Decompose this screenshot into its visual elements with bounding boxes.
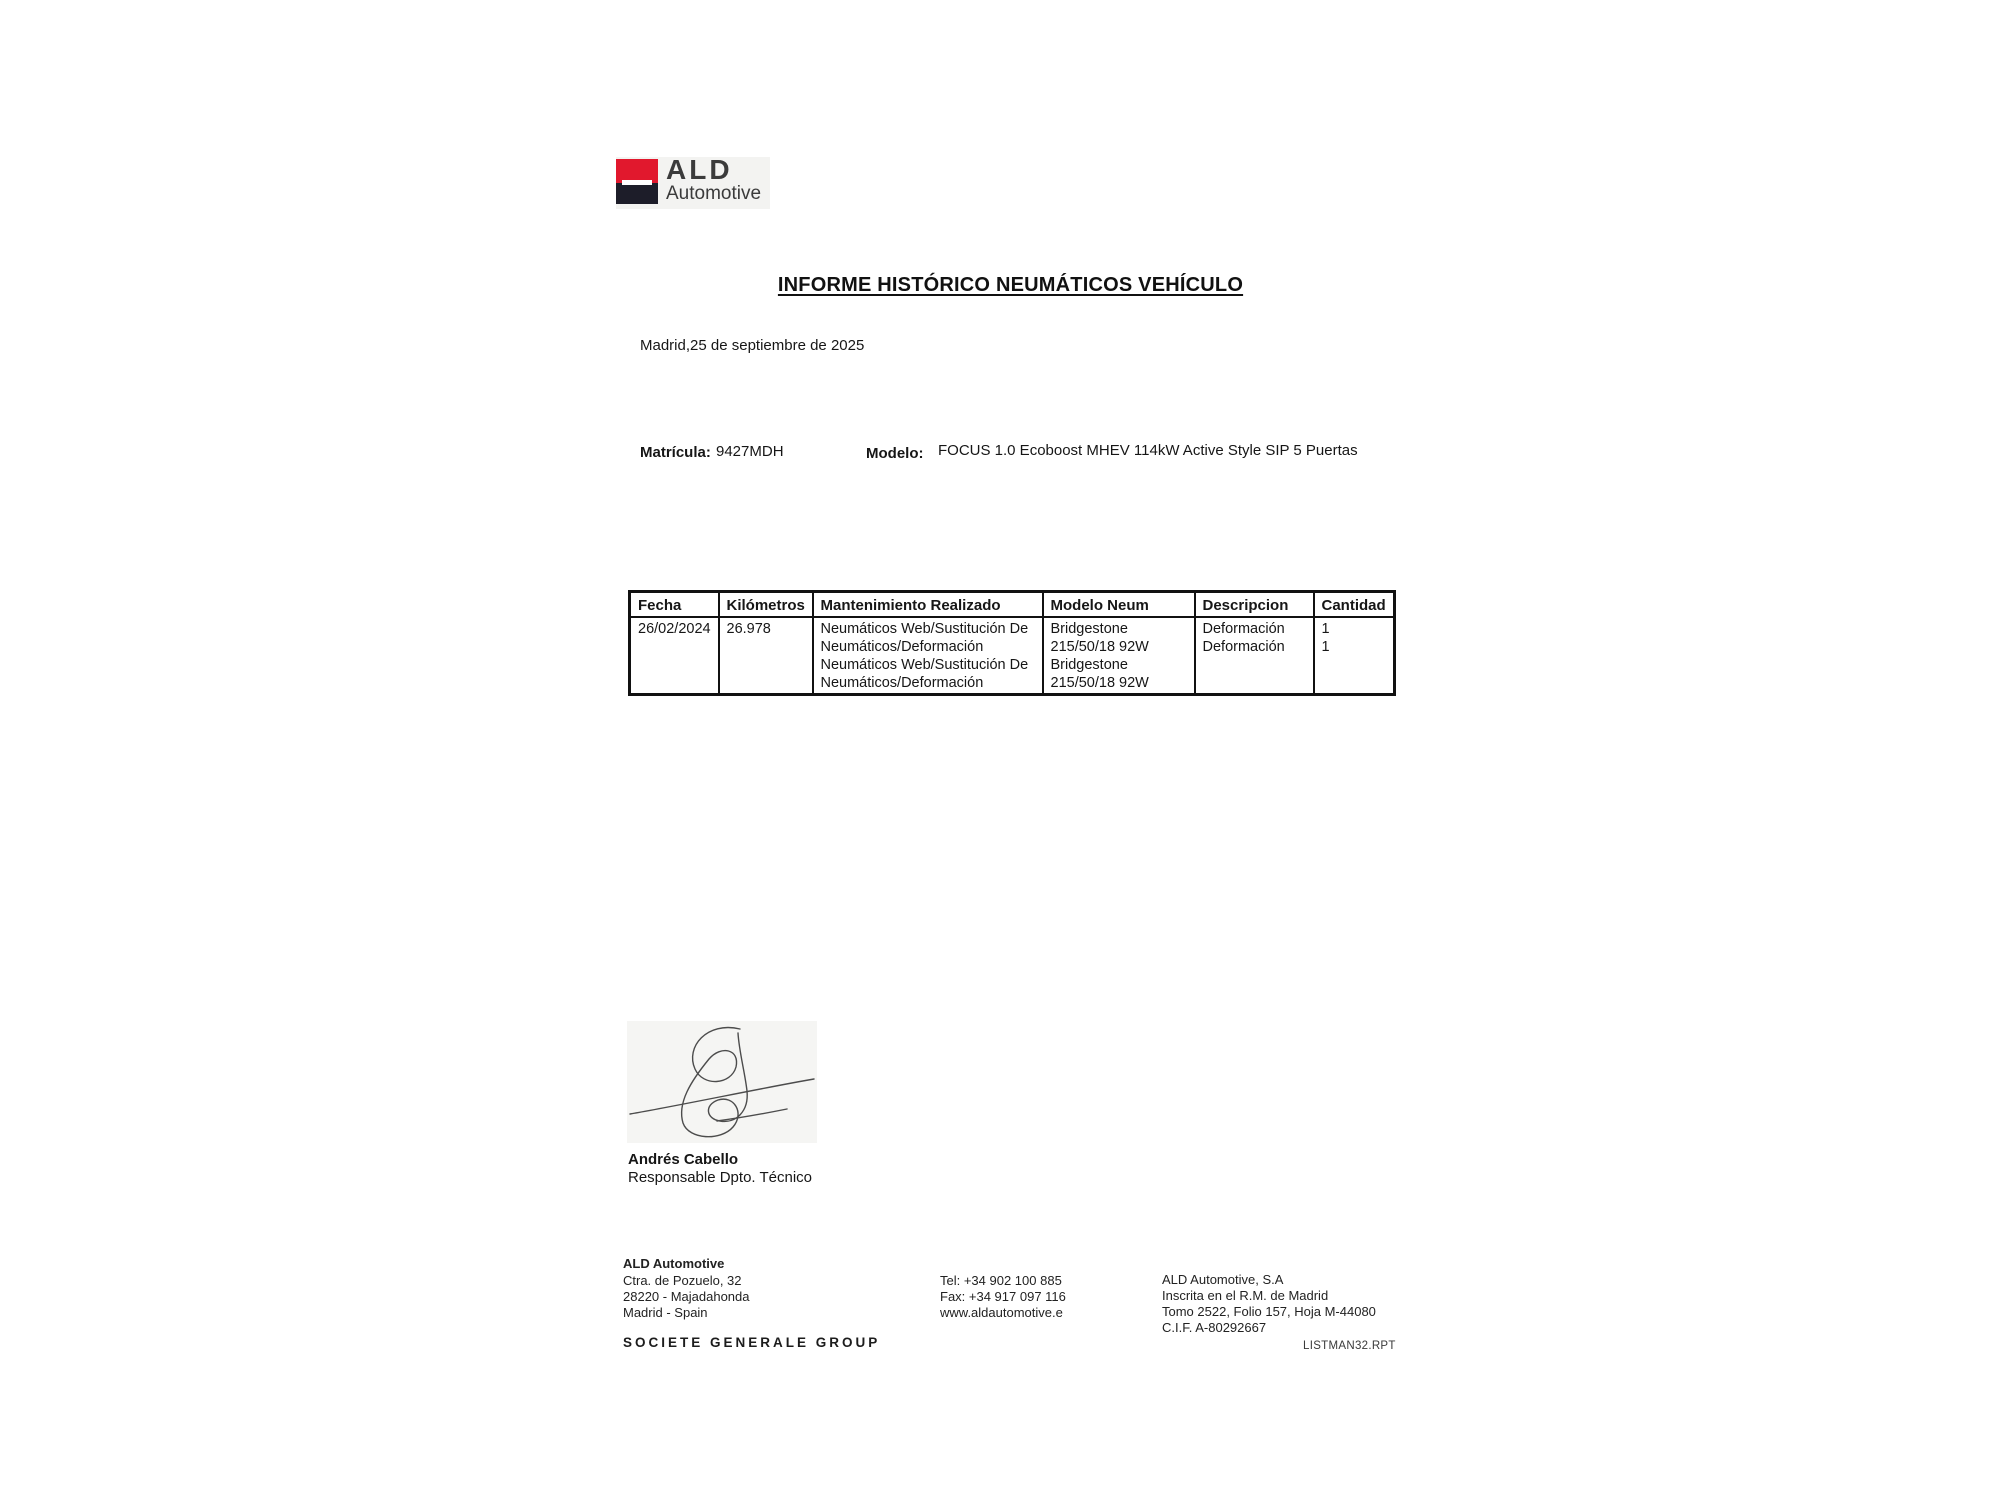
footer-website: www.aldautomotive.e [940, 1305, 1063, 1320]
footer-company: ALD Automotive [623, 1256, 725, 1271]
tyre-history-table [628, 590, 1396, 696]
modelo-neum-line: 215/50/18 92W [1050, 639, 1149, 655]
footer-telephone: Tel: +34 902 100 885 [940, 1273, 1062, 1288]
modelo-value: FOCUS 1.0 Ecoboost MHEV 114kW Active Style SIP 5 Puertas [938, 442, 1358, 459]
dateline: Madrid,25 de septiembre de 2025 [640, 337, 865, 354]
cantidad-line: 1 [1321, 621, 1330, 637]
cell-modelo-neum [1043, 617, 1195, 695]
footer-legal-line: ALD Automotive, S.A [1162, 1272, 1284, 1287]
matricula-value: 9427MDH [716, 443, 784, 460]
footer-legal-line: C.I.F. A-80292667 [1162, 1320, 1267, 1335]
col-header-mantenimiento: Mantenimiento Realizado [813, 592, 1043, 618]
matricula-label: Matrícula: [640, 444, 711, 461]
footer-address-line: 28220 - Majadahonda [623, 1289, 750, 1304]
ald-logo [616, 154, 770, 209]
footer-fax: Fax: +34 917 097 116 [940, 1289, 1066, 1304]
mantenimiento-line: Neumáticos Web/Sustitución De [820, 657, 1029, 673]
signature-scribble-icon [627, 1021, 817, 1143]
logo-brand-text: ALD [666, 154, 733, 185]
modelo-neum-line: Bridgestone [1050, 621, 1128, 637]
societe-generale-group-text: SOCIETE GENERALE GROUP [623, 1335, 881, 1350]
modelo-neum-line: Bridgestone [1050, 657, 1128, 673]
footer-legal-line: Tomo 2522, Folio 157, Hoja M-44080 [1162, 1304, 1376, 1319]
modelo-label: Modelo: [866, 445, 924, 462]
descripcion-line: Deformación [1202, 621, 1285, 637]
col-header-modelo-neum: Modelo Neum [1043, 592, 1195, 618]
table-header-row [630, 592, 1395, 618]
footer-address-line: Madrid - Spain [623, 1305, 708, 1320]
logo-white-bar [622, 180, 652, 185]
cell-mantenimiento [813, 617, 1043, 695]
col-header-cantidad: Cantidad [1314, 592, 1395, 618]
cell-kilometros [719, 617, 813, 695]
mantenimiento-line: Neumáticos/Deformación [820, 675, 984, 691]
cell-fecha [630, 617, 719, 695]
mantenimiento-line: Neumáticos Web/Sustitución De [820, 621, 1029, 637]
cell-cantidad [1314, 617, 1395, 695]
page-title: INFORME HISTÓRICO NEUMÁTICOS VEHÍCULO [777, 274, 1244, 296]
table-row [630, 617, 1395, 695]
col-header-kilometros: Kilómetros [719, 592, 813, 618]
logo-sub-text: Automotive [666, 183, 762, 204]
col-header-descripcion: Descripcion [1195, 592, 1314, 618]
modelo-neum-line: 215/50/18 92W [1050, 675, 1149, 691]
signature-image [627, 1021, 817, 1143]
mantenimiento-line: Neumáticos/Deformación [820, 639, 984, 655]
footer-legal-line: Inscrita en el R.M. de Madrid [1162, 1288, 1329, 1303]
cell-descripcion [1195, 617, 1314, 695]
footer-address-line: Ctra. de Pozuelo, 32 [623, 1273, 742, 1288]
logo-dark-block [616, 183, 658, 204]
fecha-value: 26/02/2024 [638, 621, 711, 637]
signatory-name: Andrés Cabello [628, 1151, 739, 1168]
signatory-role: Responsable Dpto. Técnico [628, 1169, 812, 1186]
col-header-fecha: Fecha [630, 592, 719, 618]
report-reference: LISTMAN32.RPT [1303, 1340, 1396, 1352]
descripcion-line: Deformación [1202, 639, 1285, 655]
societe-generale-mark-icon [616, 159, 658, 204]
cantidad-line: 1 [1321, 639, 1330, 655]
kilometros-value: 26.978 [726, 621, 771, 637]
